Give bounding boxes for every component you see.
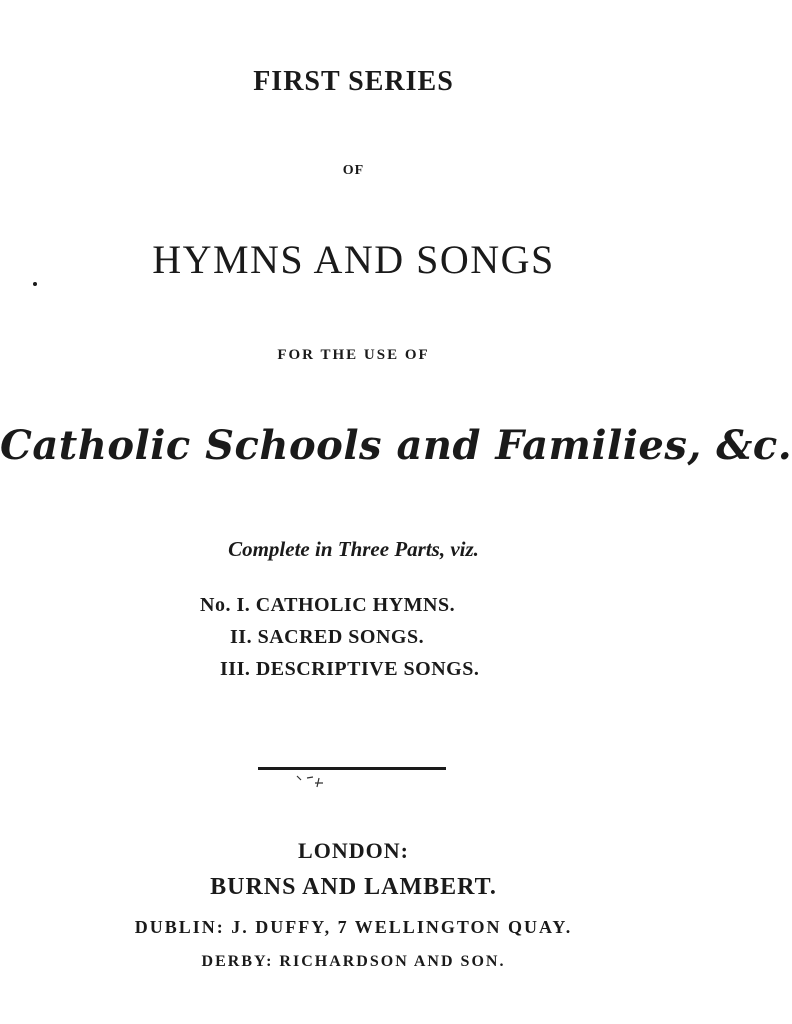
for-use-of-line: FOR THE USE OF (277, 347, 430, 363)
part-item-1: No. I. CATHOLIC HYMNS. (200, 594, 456, 616)
series-title: FIRST SERIES (253, 66, 454, 97)
divider-rule (258, 767, 446, 770)
part-item-3: III. DESCRIPTIVE SONGS. (220, 658, 480, 680)
imprint-city: LONDON: (298, 838, 409, 863)
connector-of: OF (342, 163, 365, 178)
imprint-publisher: BURNS AND LAMBERT. (210, 874, 497, 900)
complete-in-parts-line: Complete in Three Parts, viz. (228, 537, 479, 561)
imprint-dublin: DUBLIN: J. DUFFY, 7 WELLINGTON QUAY. (134, 917, 573, 937)
main-title: HYMNS AND SONGS (152, 237, 555, 282)
rule-ornament-marks (295, 774, 335, 795)
part-item-2: II. SACRED SONGS. (230, 626, 425, 648)
imprint-derby: DERBY: RICHARDSON AND SON. (201, 953, 506, 970)
audience-line: Catholic Schools and Families, &c. (0, 422, 792, 469)
